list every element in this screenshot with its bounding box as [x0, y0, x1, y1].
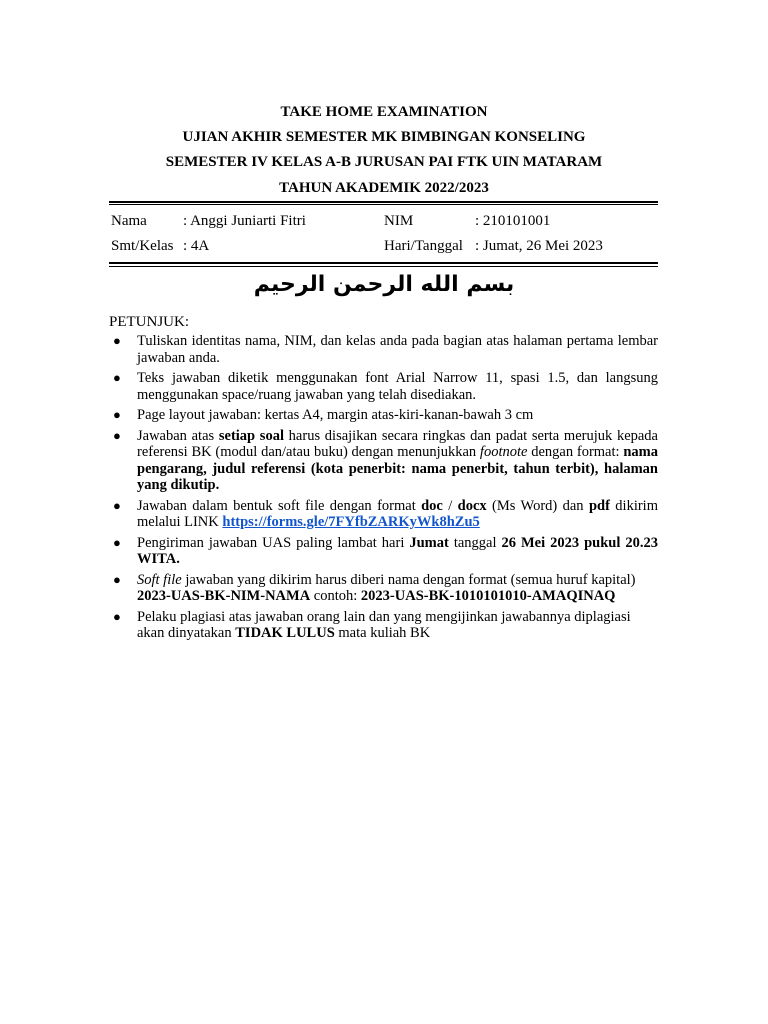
text-run-bold: 26 Mei 2023 pukul 20.23 WITA. — [137, 534, 658, 567]
list-item — [109, 370, 658, 403]
text-run: jawaban yang dikirim harus diberi nama dengan format (semua huruf kapital) — [181, 571, 636, 588]
list-item — [109, 535, 658, 568]
text-run: Pengiriman jawaban UAS paling lambat hari — [137, 534, 410, 551]
bullet-icon: ● — [113, 534, 121, 550]
list-item — [109, 407, 658, 424]
bullet-icon: ● — [113, 370, 121, 385]
nama-label: Nama — [111, 213, 147, 229]
bullet-icon: ● — [113, 407, 121, 422]
text-run-bold: 2023-UAS-BK-1010101010-AMAQINAQ — [360, 588, 616, 604]
instruction-text — [137, 609, 658, 642]
text-run-bold: doc — [421, 497, 443, 514]
instruction-text: Tuliskan identitas nama, NIM, dan kelas anda pada bagian atas halaman pertama lembar jawaban anda. — [137, 333, 658, 366]
text-run: dengan format: — [527, 444, 624, 460]
instruction-text — [137, 572, 658, 605]
text-run: harus disajikan secara ringkas dan padat serta merujuk kepada referensi BK (modul dan/atau buku) dengan menunjukkan — [137, 427, 658, 460]
text-run-bold: setiap soal — [218, 427, 284, 444]
instruction-list — [109, 333, 658, 646]
exam-title: TAKE HOME EXAMINATION — [280, 104, 488, 120]
exam-year-line: TAHUN AKADEMIK 2022/2023 — [279, 180, 489, 196]
bullet-icon: ● — [113, 497, 121, 513]
nama-value: : Anggi Juniarti Fitri — [183, 213, 306, 229]
bullet-icon: ● — [113, 608, 121, 624]
bottom-rule — [109, 262, 658, 264]
text-run: tanggal — [448, 534, 502, 551]
submission-link[interactable]: https://forms.gle/7FYfbZARKyWk8hZu5 — [222, 514, 480, 530]
bullet-icon: ● — [113, 571, 121, 587]
list-item — [109, 333, 658, 366]
text-run-bold: TIDAK LULUS — [235, 625, 335, 641]
text-run: / — [442, 497, 458, 514]
petunjuk-label: PETUNJUK: — [109, 314, 190, 330]
instruction-text — [137, 428, 658, 494]
text-run: Pelaku plagiasi atas jawaban orang lain dan yang mengijinkan jawabannya diplagiasi akan dinyatakan — [137, 608, 631, 641]
text-run-bold: nama pengarang, judul referensi (kota penerbit: nama penerbit, tahun terbit), halaman yang dikutip. — [137, 444, 658, 493]
text-run-bold: docx — [457, 497, 487, 514]
text-run-italic: Soft file — [137, 571, 182, 588]
exam-class-line: SEMESTER IV KELAS A-B JURUSAN PAI FTK UIN MATARAM — [165, 154, 603, 170]
top-rule-thin — [109, 204, 658, 205]
text-run-bold: 2023-UAS-BK-NIM-NAMA — [137, 588, 311, 604]
kelas-value: : 4A — [183, 238, 210, 254]
text-run: (Ms Word) dan — [486, 497, 589, 514]
basmalah: بسم الله الرحمن الرحيم — [253, 272, 515, 297]
list-item — [109, 609, 658, 642]
kelas-label: Smt/Kelas — [111, 238, 174, 254]
text-run: mata kuliah BK — [334, 625, 431, 641]
bullet-icon: ● — [113, 427, 121, 443]
hari-label: Hari/Tanggal — [384, 238, 463, 254]
instruction-text — [137, 535, 658, 568]
instruction-text — [137, 498, 658, 531]
text-run-italic: footnote — [479, 444, 528, 460]
exam-subtitle: UJIAN AKHIR SEMESTER MK BIMBINGAN KONSELING — [182, 129, 586, 145]
text-run: Jawaban dalam bentuk soft file dengan format — [137, 497, 422, 514]
text-run: contoh: — [310, 588, 361, 604]
text-run-bold: Jumat — [409, 534, 449, 551]
text-run: dikirim melalui LINK — [137, 497, 658, 530]
text-run: Jawaban atas — [137, 427, 219, 444]
list-item — [109, 498, 658, 531]
text-run-bold: pdf — [588, 497, 610, 514]
list-item — [109, 572, 658, 605]
bottom-rule-thin — [109, 266, 658, 267]
nim-label: NIM — [384, 213, 414, 229]
nim-value: : 210101001 — [475, 213, 551, 229]
bullet-icon: ● — [113, 333, 121, 348]
list-item — [109, 428, 658, 494]
instruction-text: Page layout jawaban: kertas A4, margin atas-kiri-kanan-bawah 3 cm — [137, 407, 534, 423]
top-rule — [109, 201, 658, 203]
instruction-text: Teks jawaban diketik menggunakan font Arial Narrow 11, spasi 1.5, dan langsung menggunakan space/ruang jawaban yang telah disediakan. — [137, 370, 658, 403]
hari-value: : Jumat, 26 Mei 2023 — [475, 238, 603, 254]
